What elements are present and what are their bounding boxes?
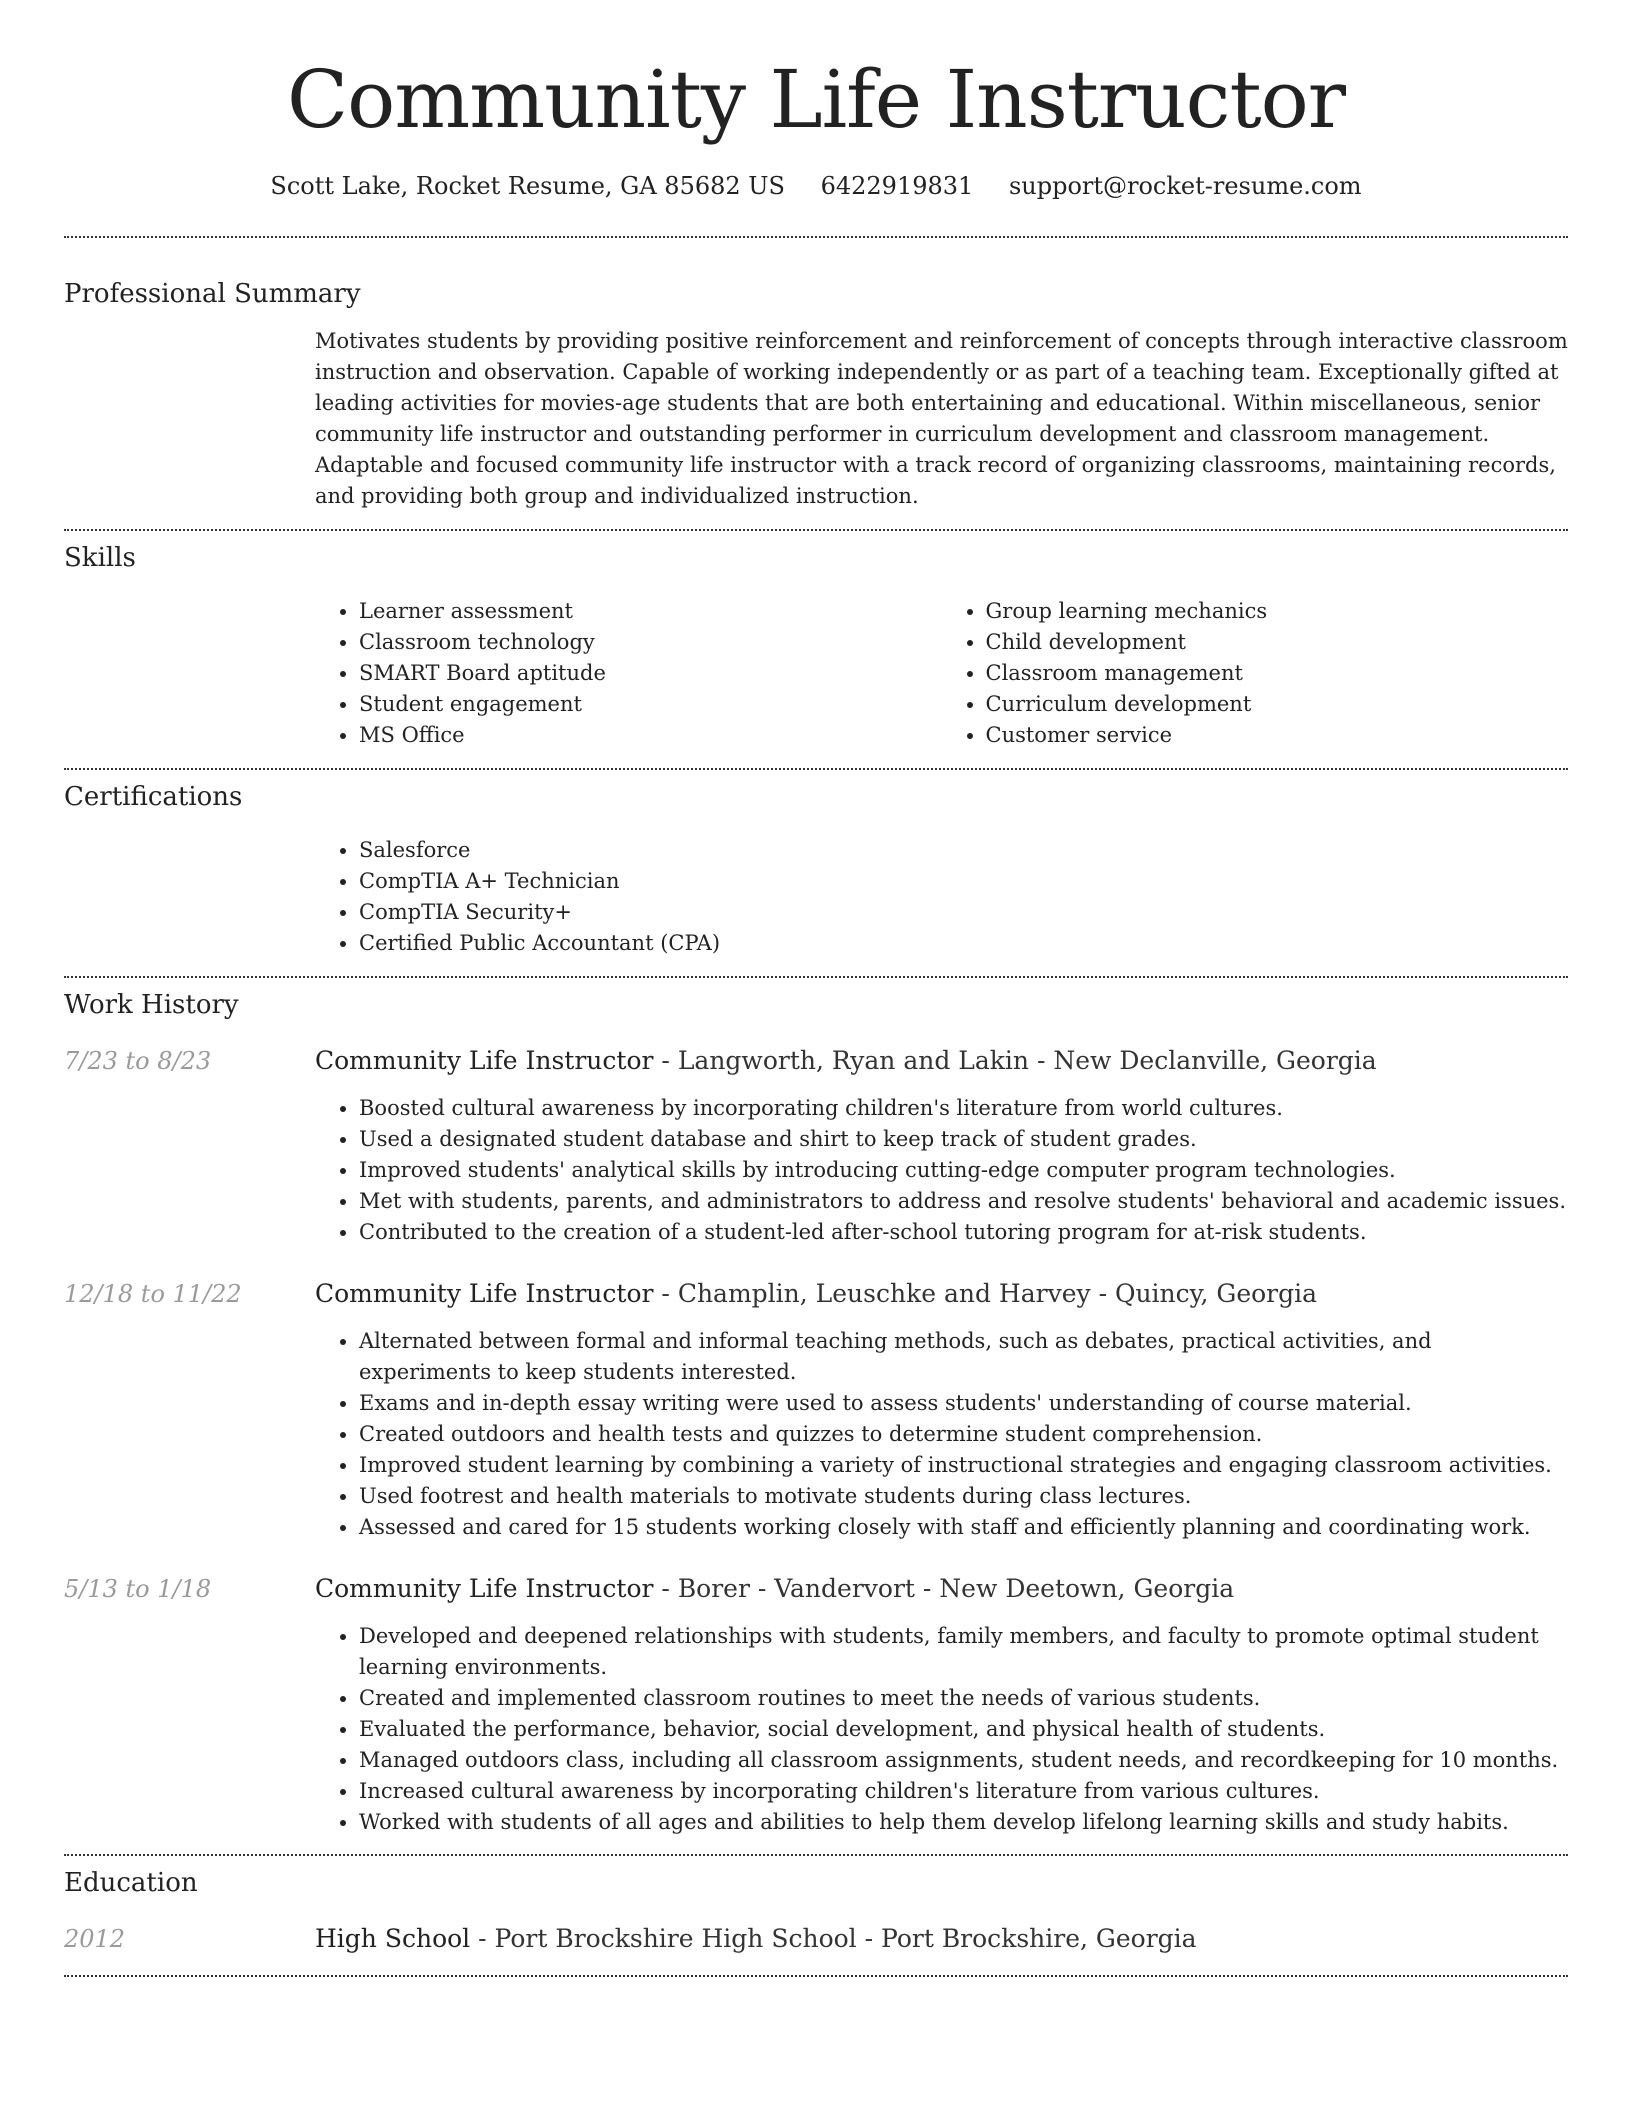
job-heading [315,1573,1234,1605]
job-separator: - [661,1046,678,1075]
education-degree: High School [315,1924,471,1953]
skill-item: • Child development [986,627,1569,658]
skill-item: • Student engagement [359,689,942,720]
job-heading [315,1045,1377,1077]
job-bullet: • Improved students' analytical skills by introducing cutting-edge computer program technologies. [359,1155,1568,1186]
job-separator: - [661,1574,678,1603]
job-bullet: • Exams and in-depth essay writing were used to assess students' understanding of course material. [359,1388,1568,1419]
certifications-section [64,770,1568,959]
job-date: 12/18 to 11/22 [64,1280,242,1308]
job-organization: Borer - Vandervort - New Deetown, Georgia [677,1574,1235,1603]
job-date: 5/13 to 1/18 [64,1575,212,1603]
certifications-heading: Certifications [64,782,243,812]
job-bullet: • Increased cultural awareness by incorporating children's literature from various cultures. [359,1776,1568,1807]
contact-phone: 6422919831 [820,172,974,200]
certification-item: • CompTIA A+ Technician [359,866,1568,897]
job-bullet: • Contributed to the creation of a student-led after-school tutoring program for at-risk students. [359,1217,1568,1248]
skills-list-right [942,596,1569,751]
job-organization: Langworth, Ryan and Lakin - New Declanville, Georgia [677,1046,1377,1075]
contact-line [64,170,1568,202]
education-section [64,1856,1568,1955]
skill-item: • Classroom technology [359,627,942,658]
job-bullet: • Used a designated student database and shirt to keep track of student grades. [359,1124,1568,1155]
job-role: Community Life Instructor [315,1279,654,1308]
skills-list-left [315,596,942,751]
job-bullet: • Created and implemented classroom routines to meet the needs of various students. [359,1683,1568,1714]
job-bullet: • Assessed and cared for 15 students working closely with staff and efficiently planning and coordinating work. [359,1512,1568,1543]
certification-item: • Certified Public Accountant (CPA) [359,928,1568,959]
skill-item: • SMART Board aptitude [359,658,942,689]
job-bullet: • Managed outdoors class, including all classroom assignments, student needs, and recordkeeping for 10 months. [359,1745,1568,1776]
skills-section [64,531,1568,751]
skill-item: • Group learning mechanics [986,596,1569,627]
section-divider [64,1975,1568,1977]
education-entry [64,1923,1568,1955]
resume-title: Community Life Instructor [286,53,1346,146]
education-heading-line [315,1923,1197,1955]
summary-text: Motivates students by providing positive reinforcement and reinforcement of concepts through interactive classroom instruction and observation. Capable of working independently or as part of a teaching team. Exceptionally gifted at leading activities for movies-age students that are both entertaining and educational. Within miscellaneous, senior community life instructor and outstanding performer in curriculum development and classroom management. Adaptable and focused community life instructor with a track record of organizing classrooms, maintaining records, and providing both group and individualized instruction. [315,329,1568,508]
skill-item: • Learner assessment [359,596,942,627]
education-school: Port Brockshire High School - Port Brockshire, Georgia [494,1924,1197,1953]
job-bullet: • Boosted cultural awareness by incorporating children's literature from world cultures. [359,1093,1568,1124]
job-entry [64,1573,1568,1838]
summary-section [64,238,1568,512]
skill-item: • Classroom management [986,658,1569,689]
job-bullet: • Worked with students of all ages and abilities to help them develop lifelong learning skills and study habits. [359,1807,1568,1838]
skills-heading: Skills [64,543,136,573]
education-separator: - [478,1924,495,1953]
summary-heading: Professional Summary [64,279,361,309]
job-bullet: • Alternated between formal and informal teaching methods, such as debates, practical activities, and experiments to keep students interested. [359,1326,1568,1388]
job-date: 7/23 to 8/23 [64,1047,212,1075]
job-separator: - [661,1279,678,1308]
job-bullet: • Created outdoors and health tests and quizzes to determine student comprehension. [359,1419,1568,1450]
work-history-heading: Work History [64,990,239,1020]
job-bullet: • Used footrest and health materials to motivate students during class lectures. [359,1481,1568,1512]
job-entry [64,1278,1568,1543]
certifications-list [315,835,1568,959]
resume-page [64,0,1568,1977]
job-bullet: • Met with students, parents, and administrators to address and resolve students' behavioral and academic issues. [359,1186,1568,1217]
job-bullet: • Evaluated the performance, behavior, social development, and physical health of students. [359,1714,1568,1745]
education-date: 2012 [64,1925,126,1953]
job-organization: Champlin, Leuschke and Harvey - Quincy, Georgia [677,1279,1318,1308]
job-bullet: • Developed and deepened relationships with students, family members, and faculty to promote optimal student learning environments. [359,1621,1568,1683]
education-heading: Education [64,1868,198,1898]
job-bullet: • Improved student learning by combining a variety of instructional strategies and engaging classroom activities. [359,1450,1568,1481]
job-heading [315,1278,1317,1310]
skill-item: • Customer service [986,720,1569,751]
job-role: Community Life Instructor [315,1046,654,1075]
job-entry [64,1045,1568,1248]
certification-item: • CompTIA Security+ [359,897,1568,928]
job-role: Community Life Instructor [315,1574,654,1603]
work-history-section [64,978,1568,1838]
job-bullets [315,1093,1568,1248]
skill-item: • Curriculum development [986,689,1569,720]
skill-item: • MS Office [359,720,942,751]
contact-address: Scott Lake, Rocket Resume, GA 85682 US [270,172,785,200]
job-bullets [315,1326,1568,1543]
certification-item: • Salesforce [359,835,1568,866]
job-bullets [315,1621,1568,1838]
contact-email: support@rocket-resume.com [1008,172,1362,200]
